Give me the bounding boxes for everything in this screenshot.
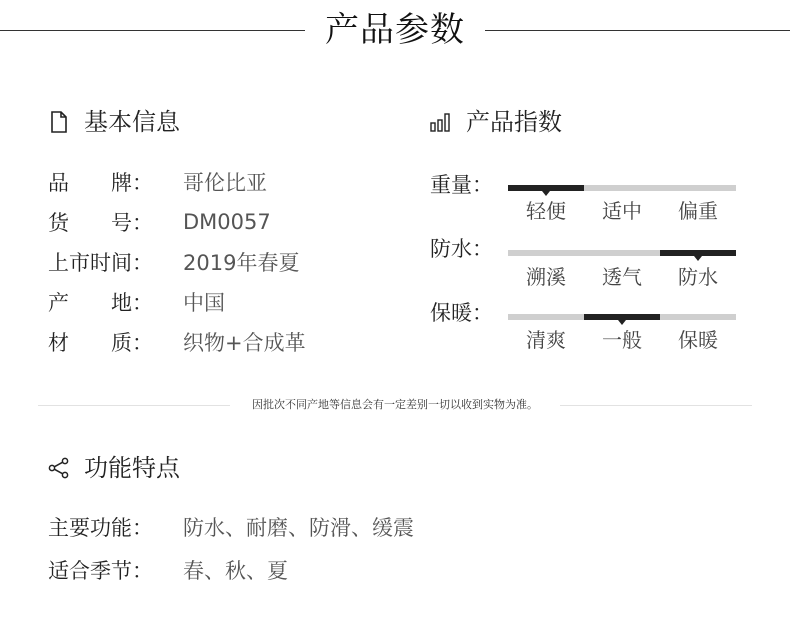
title-divider-left (0, 30, 305, 31)
index-option: 偏重 (678, 199, 718, 223)
share-icon (48, 456, 70, 480)
index-weight (430, 170, 740, 230)
index-label: 重量： (430, 173, 493, 197)
title-divider-right (485, 30, 790, 31)
index-track (508, 314, 736, 320)
disclaimer-text: 因批次不同产地等信息会有一定差别一切以收到实物为准。 (252, 398, 538, 411)
index-option: 保暖 (678, 328, 718, 352)
page-title: 产品参数 (325, 10, 465, 50)
feature-row-season (48, 554, 288, 586)
features-heading (48, 453, 180, 483)
disclaimer-row (38, 395, 752, 415)
index-options (508, 264, 736, 290)
index-waterproof (430, 234, 740, 294)
index-options (508, 198, 736, 224)
basic-info-heading (48, 107, 180, 137)
title-row (0, 8, 790, 52)
index-option: 溯溪 (526, 265, 566, 289)
feature-value: 防水、耐磨、防滑、缓震 (183, 516, 414, 540)
indicator-pointer-icon (618, 320, 626, 325)
indicator-pointer-icon (694, 256, 702, 261)
product-index-heading (430, 107, 562, 137)
info-row-brand (48, 167, 267, 197)
index-label: 保暖： (430, 301, 493, 325)
info-value: 中国 (183, 291, 225, 315)
bar-chart-icon (430, 110, 452, 134)
info-value: 织物+合成革 (183, 331, 306, 355)
index-option: 适中 (602, 199, 642, 223)
index-indicator (508, 185, 584, 191)
index-option: 轻便 (526, 199, 566, 223)
index-warmth (430, 298, 740, 358)
info-row-material (48, 327, 306, 357)
info-label: 货 号： (48, 211, 153, 235)
feature-row-function (48, 511, 414, 543)
index-track (508, 185, 736, 191)
info-row-origin (48, 287, 225, 317)
index-label: 防水： (430, 237, 493, 261)
index-option: 清爽 (526, 328, 566, 352)
index-indicator (660, 250, 736, 256)
basic-info-title: 基本信息 (84, 108, 180, 136)
feature-label: 主要功能： (48, 516, 153, 540)
index-track (508, 250, 736, 256)
features-title: 功能特点 (84, 454, 180, 482)
disclaimer-divider-right (560, 405, 752, 406)
info-row-sku (48, 207, 271, 237)
index-option: 透气 (602, 265, 642, 289)
info-label: 上市时间： (48, 251, 153, 275)
feature-value: 春、秋、夏 (183, 559, 288, 583)
index-option: 一般 (602, 328, 642, 352)
feature-label: 适合季节： (48, 559, 153, 583)
info-row-release (48, 247, 299, 277)
info-value: 2019年春夏 (183, 251, 300, 275)
indicator-pointer-icon (542, 191, 550, 196)
index-indicator (584, 314, 660, 320)
index-option: 防水 (678, 265, 718, 289)
document-icon (48, 110, 70, 134)
info-value: 哥伦比亚 (183, 171, 267, 195)
info-label: 产 地： (48, 291, 153, 315)
info-value: DM0057 (183, 210, 271, 234)
info-label: 材 质： (48, 331, 153, 355)
index-options (508, 327, 736, 353)
info-label: 品 牌： (48, 171, 153, 195)
product-index-title: 产品指数 (466, 108, 562, 136)
